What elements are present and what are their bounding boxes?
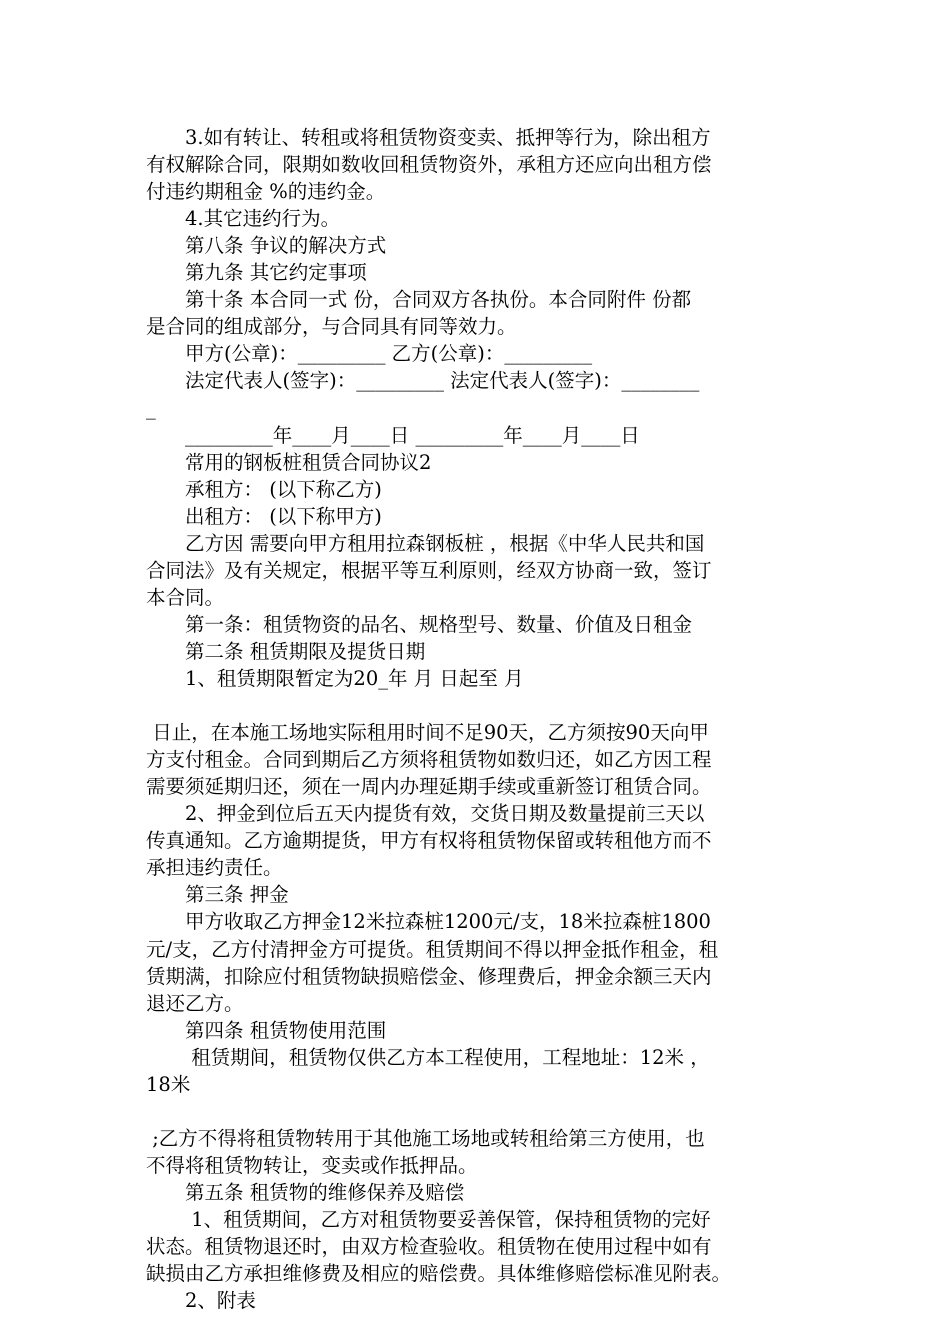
text-line: 租赁期间，租赁物仅供乙方本工程使用，工程地址：12米 ， xyxy=(146,1045,710,1069)
text-line: 第四条 租赁物使用范围 xyxy=(146,1018,387,1042)
text-line: 甲方(公章)：_________ 乙方(公章)：_________ xyxy=(146,342,593,366)
text-line: 18米 xyxy=(146,1072,191,1096)
text-line: 第三条 押金 xyxy=(146,883,289,907)
text-line: 退还乙方。 xyxy=(146,991,244,1015)
text-line: ;乙方不得将租赁物转用于其他施工场地或转租给第三方使用，也 xyxy=(146,1126,705,1150)
text-line: 2、押金到位后五天内提货有效，交货日期及数量提前三天以 xyxy=(146,802,705,826)
text-line: 第一条：租赁物资的品名、规格型号、数量、价值及日租金 xyxy=(146,612,693,636)
text-line: 法定代表人(签字)：_________ 法定代表人(签字)：________ xyxy=(146,369,700,393)
text-line: 常用的钢板桩租赁合同协议2 xyxy=(146,450,432,474)
text-line: 缺损由乙方承担维修费及相应的赔偿费。具体维修赔偿标准见附表。 xyxy=(146,1262,732,1286)
text-line: 传真通知。乙方逾期提货，甲方有权将租赁物保留或转租他方而不 xyxy=(146,829,712,853)
text-line: 不得将租赁物转让，变卖或作抵押品。 xyxy=(146,1153,478,1177)
text-line: 出租方： (以下称甲方) xyxy=(146,504,382,528)
text-line: 方支付租金。合同到期后乙方须将租赁物如数归还，如乙方因工程 xyxy=(146,748,712,772)
text-line: 第九条 其它约定事项 xyxy=(146,261,367,285)
text-line: 第五条 租赁物的维修保养及赔偿 xyxy=(146,1180,465,1204)
text-line: 赁期满，扣除应付租赁物缺损赔偿金、修理费后，押金余额三天内 xyxy=(146,964,712,988)
text-line: 第八条 争议的解决方式 xyxy=(146,234,387,258)
text-line: 4.其它违约行为。 xyxy=(146,207,341,231)
text-line: 状态。租赁物退还时，由双方检查验收。租赁物在使用过程中如有 xyxy=(146,1235,712,1259)
text-line: 合同法》及有关规定，根据平等互利原则，经双方协商一致，签订 xyxy=(146,558,712,582)
text-line: 日止，在本施工场地实际租用时间不足90天，乙方须按90天向甲 xyxy=(146,721,709,745)
text-line: 元/支，乙方付清押金方可提货。租赁期间不得以押金抵作租金，租 xyxy=(146,937,719,961)
text-line: 1、租赁期间，乙方对租赁物要妥善保管，保持租赁物的完好 xyxy=(146,1208,711,1231)
text-line: 乙方因 需要向甲方租用拉森钢板桩 ，根据《中华人民共和国 xyxy=(146,531,705,555)
text-line: _________年____月____日 _________年____月____日 xyxy=(146,423,640,447)
text-line: 3.如有转让、转租或将租赁物资变卖、抵押等行为，除出租方 xyxy=(146,126,711,149)
text-line: 甲方收取乙方押金12米拉森桩1200元/支，18米拉森桩1800 xyxy=(146,910,711,934)
text-line: 第二条 租赁期限及提货日期 xyxy=(146,639,426,663)
text-line: 承租方： (以下称乙方) xyxy=(146,477,382,501)
text-line: 需要须延期归还，须在一周内办理延期手续或重新签订租赁合同。 xyxy=(146,775,712,799)
text-line: 2、附表 xyxy=(146,1289,256,1313)
text-line: 第十条 本合同一式 份，合同双方各执份。本合同附件 份都 xyxy=(146,288,692,312)
text-line: 有权解除合同，限期如数收回租赁物资外，承租方还应向出租方偿 xyxy=(146,153,712,177)
text-line: 本合同。 xyxy=(146,585,225,609)
text-line: 付违约期租金 %的违约金。 xyxy=(146,180,386,204)
text-line: 是合同的组成部分，与合同具有同等效力。 xyxy=(146,315,517,339)
text-line: 1、租赁期限暂定为20_年 月 日起至 月 xyxy=(146,667,524,690)
text-line: 承担违约责任。 xyxy=(146,856,283,880)
text-line: _ xyxy=(146,396,156,420)
